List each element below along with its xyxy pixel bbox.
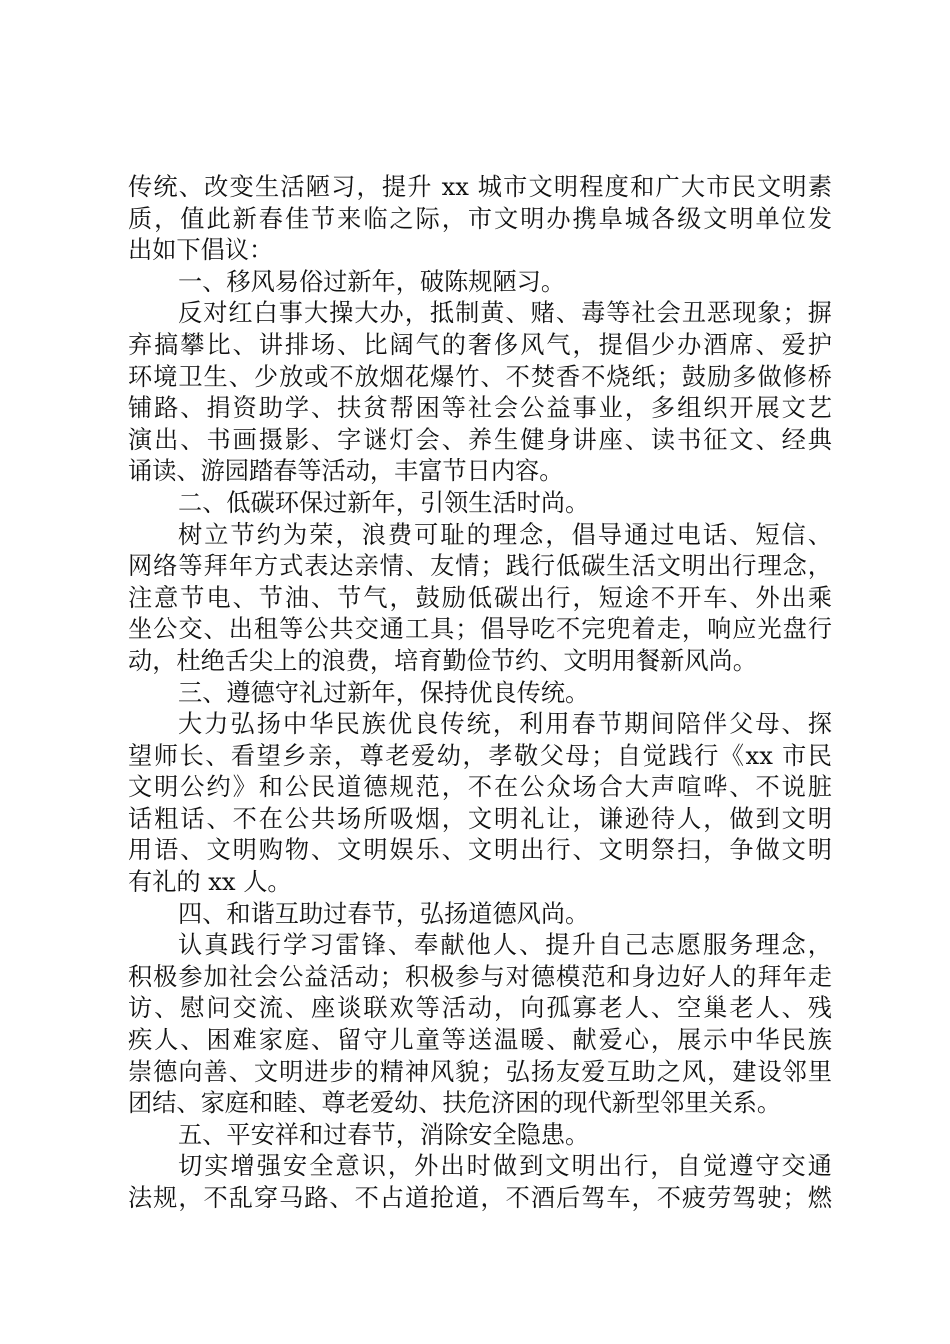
section-heading: 一、移风易俗过新年，破陈规陋习。 bbox=[178, 267, 566, 296]
text-line: 坐公交、出租等公共交通工具；倡导吃不完兜着走，响应光盘行 bbox=[128, 615, 832, 644]
text-line: 文明公约》和公民道德规范，不在公众场合大声喧哗、不说脏 bbox=[128, 773, 832, 802]
text-line: 大力弘扬中华民族优良传统，利用春节期间陪伴父母、探 bbox=[178, 710, 832, 739]
text-line: 用语、文明购物、文明娱乐、文明出行、文明祭扫，争做文明 bbox=[128, 836, 832, 865]
text-line: 出如下倡议： bbox=[128, 236, 274, 265]
text-line: 动，杜绝舌尖上的浪费，培育勤俭节约、文明用餐新风尚。 bbox=[128, 646, 757, 675]
text-line: 质，值此新春佳节来临之际，市文明办携阜城各级文明单位发 bbox=[128, 204, 832, 233]
text-line: 传统、改变生活陋习，提升 xx 城市文明程度和广大市民文明素 bbox=[128, 173, 832, 201]
section-heading: 二、低碳环保过新年，引领生活时尚。 bbox=[178, 488, 590, 517]
text-line: 话粗话、不在公共场所吸烟，文明礼让，谦逊待人，做到文明 bbox=[128, 804, 832, 833]
text-line: 法规，不乱穿马路、不占道抢道，不酒后驾车，不疲劳驾驶；燃 bbox=[128, 1184, 832, 1212]
text-line: 崇德向善、文明进步的精神风貌；弘扬友爱互助之风，建设邻里 bbox=[128, 1057, 832, 1086]
text-line: 访、慰问交流、座谈联欢等活动，向孤寡老人、空巢老人、残 bbox=[128, 994, 832, 1023]
document-body bbox=[128, 172, 832, 1215]
text-line: 注意节电、节油、节气，鼓励低碳出行，短途不开车、外出乘 bbox=[128, 583, 832, 612]
section-heading: 四、和谐互助过春节，弘扬道德风尚。 bbox=[178, 899, 590, 928]
text-line: 疾人、困难家庭、留守儿童等送温暖、献爱心，展示中华民族 bbox=[128, 1026, 832, 1055]
text-line: 诵读、游园踏春等活动，丰富节日内容。 bbox=[128, 457, 564, 486]
section-heading: 五、平安祥和过春节，消除安全隐患。 bbox=[178, 1120, 590, 1149]
text-line: 积极参加社会公益活动；积极参与对德模范和身边好人的拜年走 bbox=[128, 962, 832, 991]
text-line: 切实增强安全意识，外出时做到文明出行，自觉遵守交通 bbox=[178, 1152, 832, 1181]
text-line: 环境卫生、少放或不放烟花爆竹、不焚香不烧纸；鼓励多做修桥 bbox=[128, 362, 832, 391]
text-line: 团结、家庭和睦、尊老爱幼、扶危济困的现代新型邻里关系。 bbox=[128, 1089, 782, 1118]
text-line: 铺路、捐资助学、扶贫帮困等社会公益事业，多组织开展文艺 bbox=[128, 394, 832, 423]
text-line: 望师长、看望乡亲，尊老爱幼，孝敬父母；自觉践行《xx 市民 bbox=[128, 741, 832, 770]
text-line: 树立节约为荣，浪费可耻的理念，倡导通过电话、短信、 bbox=[178, 520, 832, 549]
text-line: 演出、书画摄影、字谜灯会、养生健身讲座、读书征文、经典 bbox=[128, 425, 832, 454]
text-line: 反对红白事大操大办，抵制黄、赌、毒等社会丑恶现象；摒 bbox=[178, 299, 832, 328]
text-line: 有礼的 xx 人。 bbox=[128, 868, 292, 897]
text-line: 网络等拜年方式表达亲情、友情；践行低碳生活文明出行理念， bbox=[128, 552, 832, 581]
section-heading: 三、遵德守礼过新年，保持优良传统。 bbox=[178, 678, 590, 707]
text-line: 认真践行学习雷锋、奉献他人、提升自己志愿服务理念， bbox=[178, 931, 832, 960]
text-line: 弃搞攀比、讲排场、比阔气的奢侈风气，提倡少办酒席、爱护 bbox=[128, 330, 832, 359]
